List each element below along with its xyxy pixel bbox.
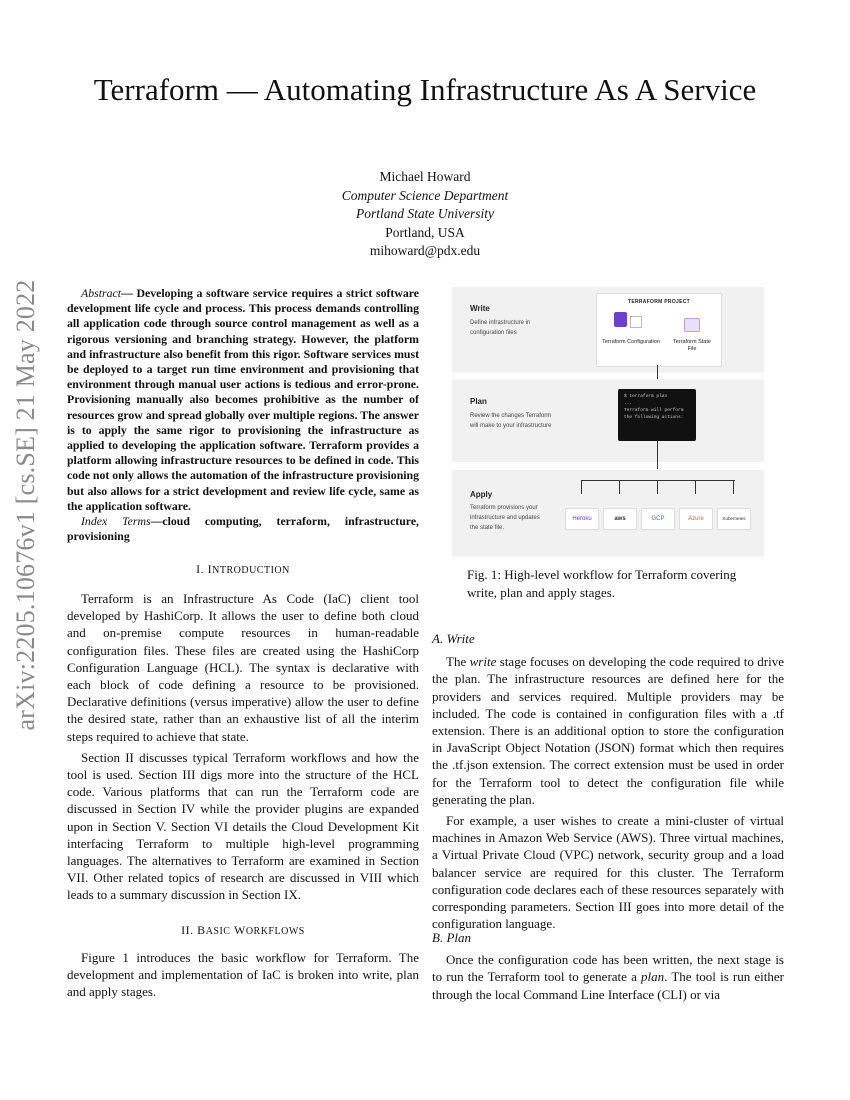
terraform-project-box (596, 293, 722, 367)
intro-body (67, 590, 419, 904)
file-icon (630, 316, 642, 328)
figure-caption: Fig. 1: High-level workflow for Terraform covering write, plan and apply stages. (467, 567, 737, 600)
subsection-write (432, 630, 784, 932)
write-panel (452, 287, 764, 373)
branch-line (733, 480, 734, 494)
kubernetes-icon: Kubernetes (717, 508, 751, 530)
abstract (67, 286, 419, 544)
paragraph: For example, a user wishes to create a mini-cluster of virtual machines in Amazon Web Service (AWS). Three virtual machines, a Virtual Private Cloud (VPC) network, security group and a load balancer service are required for this cluster. The Terraform configuration code declares each of these resources separately with corresponding parameters. Section III goes into more detail of the configuration language. (432, 813, 784, 932)
author-university: Portland State University (356, 206, 494, 221)
connector-line (657, 441, 658, 469)
abstract-text: — Developing a software service requires a strict software development life cycle and process. This process demands controlling all application code through source control management as well as a rigorous versioning and branching strategy. However, the platform and infrastructure also benefit from this rigor. Software services must be deployed to a target run time environment and provisioning that environment through manual user actions is tedious and error-prone. Provisioning manually also becomes prohibitive as the number of resources grow and spread globally over multiple regions. The answer is to apply the same rigor to provisioning the infrastructure as applied to developing the application software. Terraform provides a platform allowing infrastructure resources to be defined in code. This code not only allows the automation of the infrastructure provisioning but also allows for a strict development and review life cycle, same as the application software. (67, 286, 419, 513)
author-email[interactable]: mihoward@pdx.edu (369, 243, 481, 258)
azure-icon: Azure (679, 508, 713, 530)
branch-line (581, 480, 735, 481)
arxiv-id[interactable]: arXiv:2205.10676v1 [cs.SE] 21 May 2022 (11, 279, 40, 731)
basic-body (67, 949, 419, 1001)
subsection-heading: B. Plan (432, 930, 472, 945)
terminal-line: ... (624, 401, 633, 406)
index-terms-label: Index Terms (81, 514, 151, 529)
author-name: Michael Howard (379, 169, 471, 184)
index-terms-text: —cloud computing, terraform, infrastructure, provisioning (67, 514, 420, 544)
paragraph: Section II discusses typical Terraform workflows and how the tool is used. Section III digs more into the structure of the HCL code. Various platforms that can run the Terraform code are discussed in Section IV while the provider plugins are expanded upon in Section V. Section VI details the Cloud Development Kit interfacing Terraform to multiple high-level programming languages. The alternatives to Terraform are examined in Section VII. Other related topics of research are discussed in VIII which leads to a summary discussion in Section IX. (67, 749, 419, 903)
apply-title: Apply (470, 490, 493, 499)
author-block (225, 168, 625, 261)
state-label: Terraform State File (673, 339, 711, 352)
branch-line (695, 480, 696, 494)
apply-panel (452, 470, 764, 557)
terminal-line: the following actions: (624, 415, 684, 420)
author-location: Portland, USA (385, 224, 465, 240)
arxiv-stamp (4, 279, 48, 731)
section-introduction (67, 561, 419, 579)
paper-title: Terraform — Automating Infrastructure As A Service (93, 72, 757, 107)
subsection-heading: A. Write (432, 631, 475, 646)
paragraph: The write stage focuses on developing the code required to drive the plan. The infrastructure resources are defined here for the providers and services required. Multiple providers may be included. The code is contained in configuration files with a .tf extension. There is an additional option to store the configuration in JavaScript Object Notation (JSON) format which then requires the .tf.json extension. The correct extension must be used in order for the Terraform tool to detect the configuration file while generating the plan. (432, 654, 784, 807)
paragraph: Once the configuration code has been written, the next stage is to run the Terraform tool to generate a plan. The tool is run either through the local Command Line Interface (CLI) or via (432, 952, 784, 1002)
plan-title: Plan (470, 397, 487, 406)
write-title: Write (470, 304, 490, 313)
apply-desc: Terraform provisions your infrastructure and updates the state file. (470, 505, 540, 531)
section-basic-workflows (67, 922, 419, 940)
subsection-plan (432, 929, 784, 1003)
section-heading: II. BASIC WORKFLOWS (181, 923, 305, 937)
branch-line (657, 480, 658, 494)
folder-icon (684, 318, 700, 332)
paragraph: Terraform is an Infrastructure As Code (IaC) client tool developed by HashiCorp. It allows the user to define both cloud and on-premise compute resources in human-readable configuration files. These files are created using the HashiCorp Configuration Language (HCL). The syntax is declarative with each block of code defining a resource to be provisioned. Declarative definitions (versus imperative) allow the user to define the desired state, rather than an exhaustive list of all the interim steps required to achieve that state. (67, 591, 419, 744)
aws-icon: aws (603, 508, 637, 530)
heroku-icon: Heroku (565, 508, 599, 530)
write-desc: Define infrastructure in configuration files (470, 320, 531, 336)
gcp-icon: GCP (641, 508, 675, 530)
terminal-box (618, 389, 696, 441)
branch-line (619, 480, 620, 494)
config-label: Terraform Configuration (602, 339, 660, 345)
paragraph: Figure 1 introduces the basic workflow for Terraform. The development and implementation of IaC is broken into write, plan and apply stages. (67, 950, 419, 1000)
plan-panel (452, 379, 764, 462)
section-heading: I. INTRODUCTION (196, 562, 290, 576)
terminal-line: $ terraform plan (624, 394, 668, 399)
terminal-line: Terraform will perform (624, 408, 684, 413)
config-file-icon (614, 312, 627, 327)
branch-line (581, 480, 582, 494)
project-label: TERRAFORM PROJECT (627, 299, 691, 305)
abstract-label: Abstract (81, 286, 121, 300)
plan-desc: Review the changes Terraform will make to your infrastructure (470, 413, 552, 429)
workflow-figure (452, 287, 764, 557)
author-department: Computer Science Department (341, 187, 509, 203)
